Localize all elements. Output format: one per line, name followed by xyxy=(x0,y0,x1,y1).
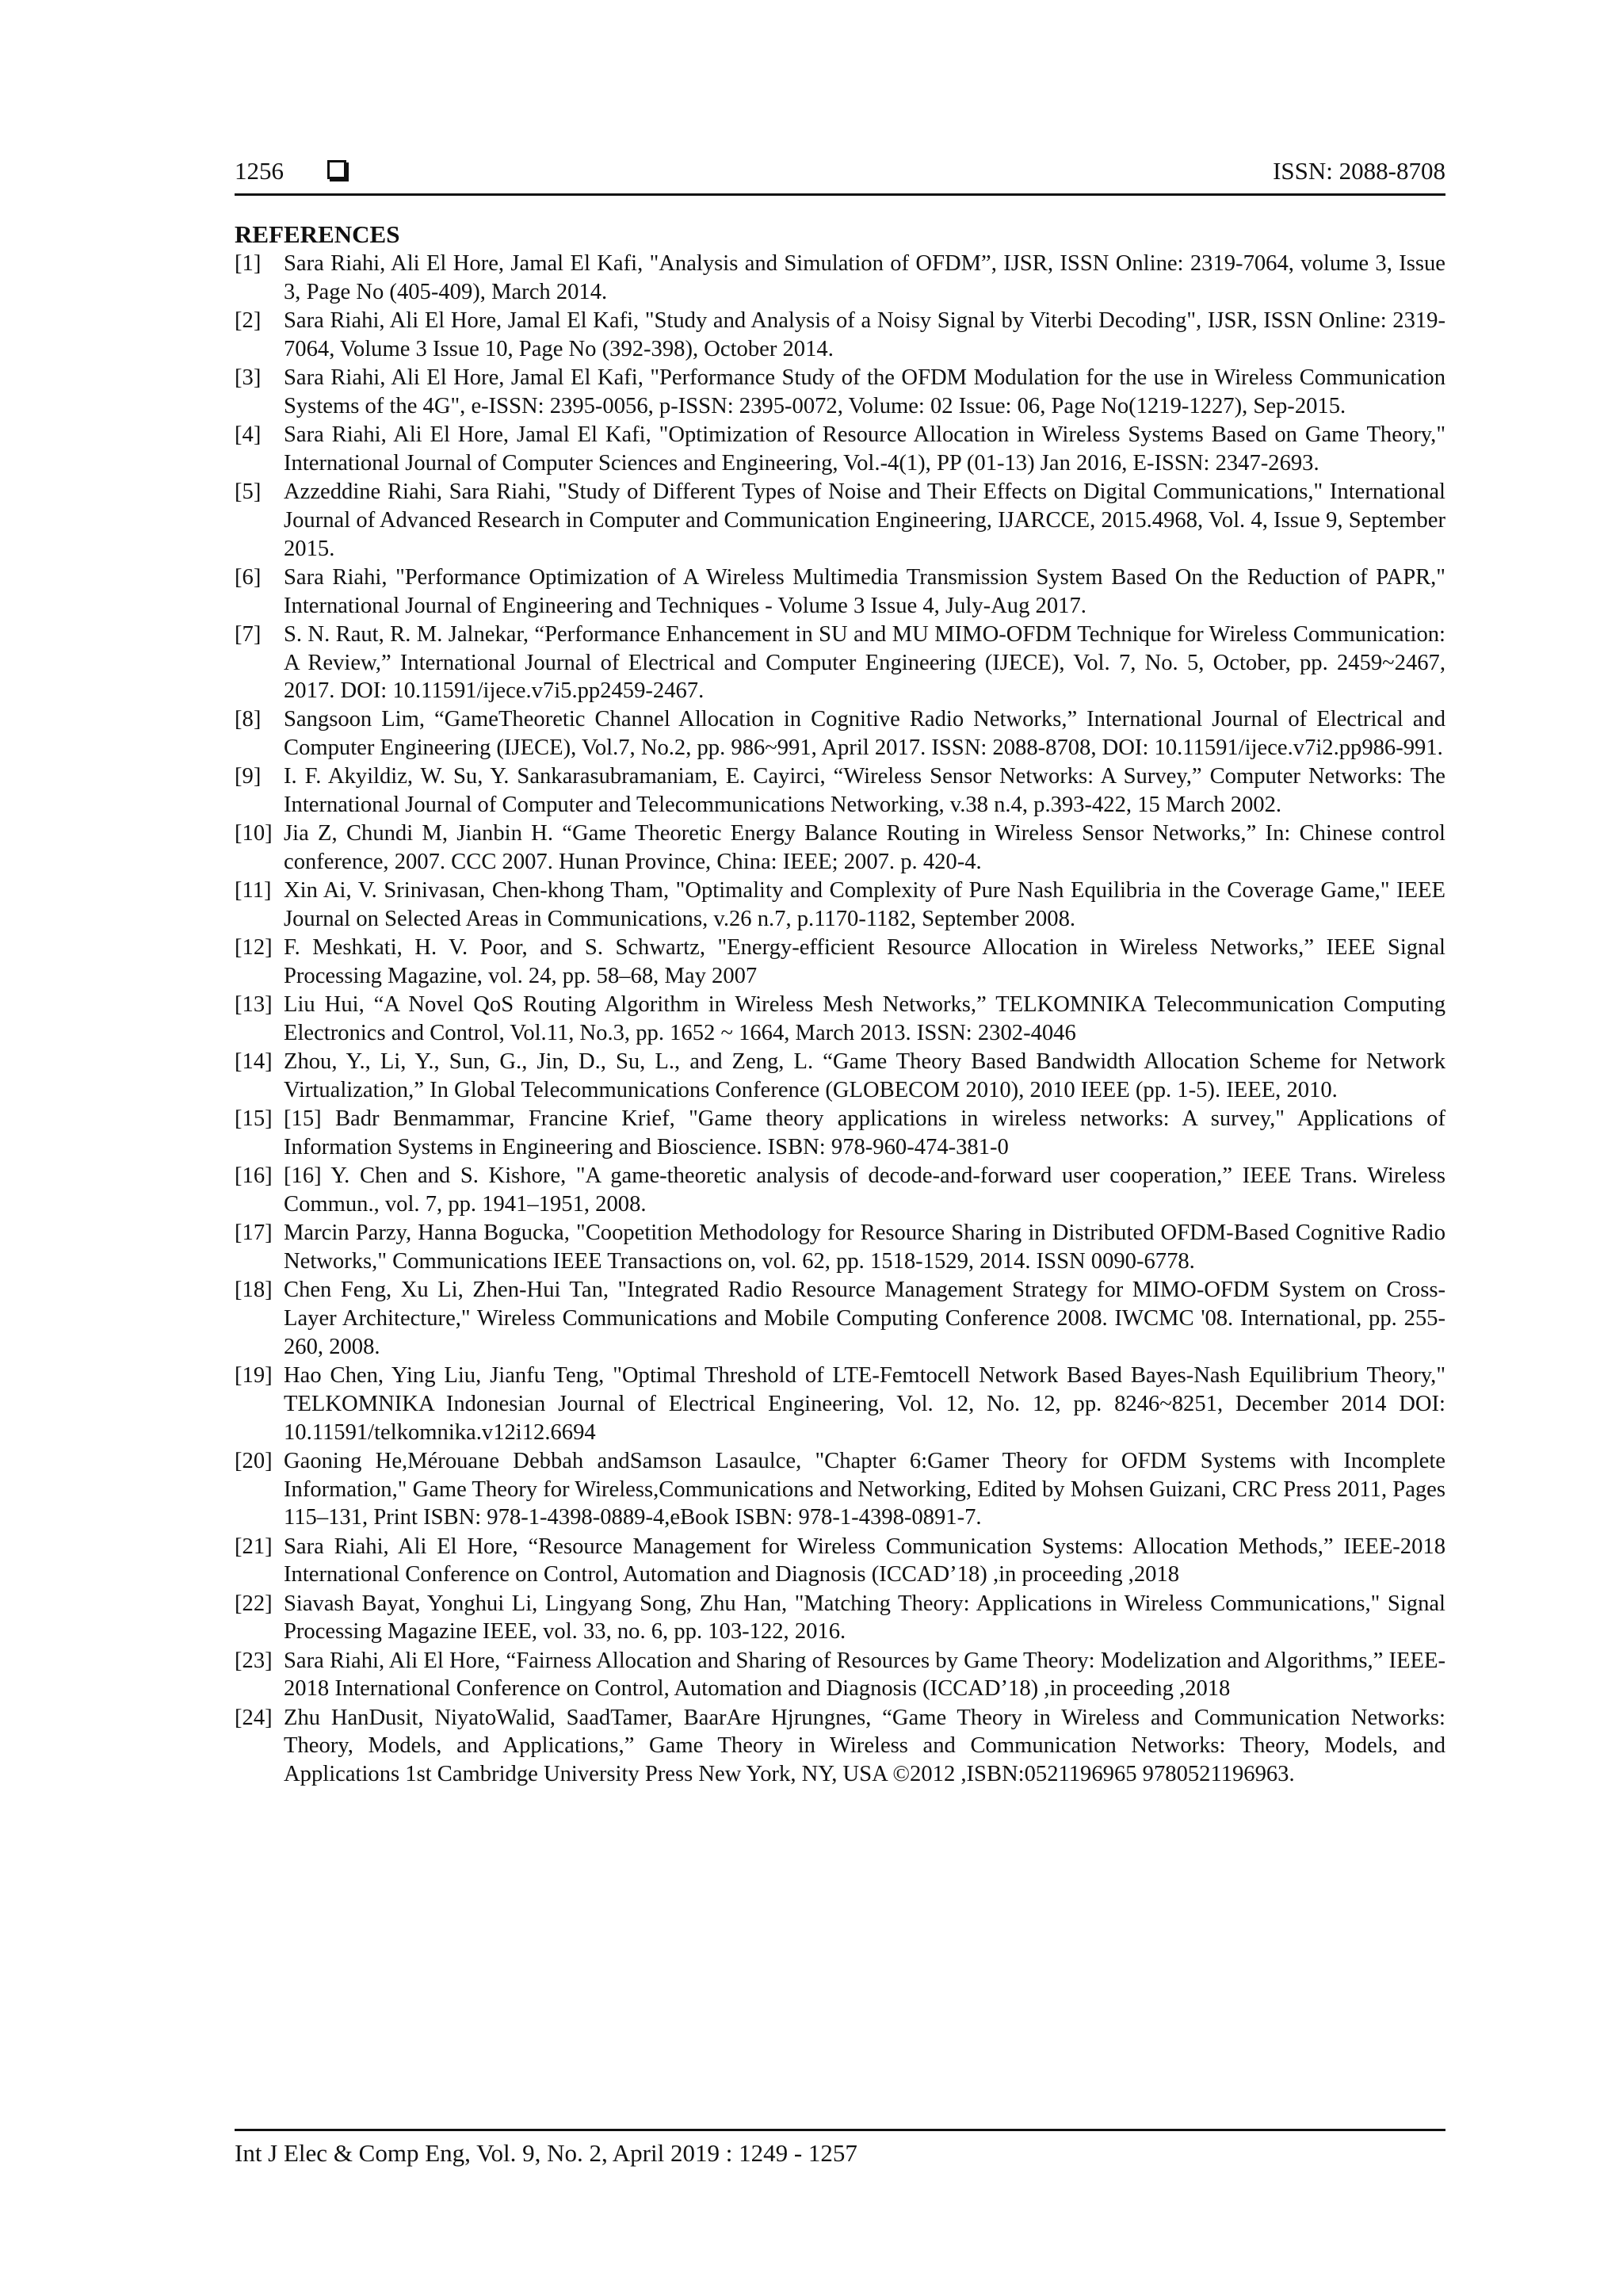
reference-text: Jia Z, Chundi M, Jianbin H. “Game Theoretic Energy Balance Routing in Wireless Sensor Networks,” In: Chinese control conference, 2007. CCC 2007. Hunan Province, China: IEEE; 2007. p. 420-4. xyxy=(284,821,1445,875)
reference-item xyxy=(235,877,1445,934)
reference-item xyxy=(235,563,1445,621)
reference-number: [13] xyxy=(235,992,273,1018)
reference-item xyxy=(235,1362,1445,1446)
reference-text: I. F. Akyildiz, W. Su, Y. Sankarasubramaniam, E. Cayirci, “Wireless Sensor Networks: A Survey,” Computer Networks: The International Journal of Computer and Telecommunications Networking, v.38 n.4, p.393-422, 15 March 2002. xyxy=(284,764,1445,818)
reference-item xyxy=(235,1048,1445,1105)
reference-number: [5] xyxy=(235,479,262,504)
reference-number: [1] xyxy=(235,251,262,276)
reference-number: [16] xyxy=(235,1163,273,1189)
page-header xyxy=(235,152,1445,196)
reference-text: Gaoning He,Mérouane Debbah andSamson Lasaulce, "Chapter 6:Gamer Theory for OFDM Systems with Incomplete Information," Game Theory for Wireless,Communications and Networking, Edited by Mohsen Guizani, CRC Press 2011, Pages 115–131, Print ISBN: 978-1-4398-0889-4,eBook ISBN: 978-1-4398-0891-7. xyxy=(284,1448,1445,1530)
reference-list xyxy=(235,250,1445,1789)
reference-item xyxy=(235,762,1445,819)
reference-text: Sara Riahi, Ali El Hore, “Fairness Allocation and Sharing of Resources by Game Theory: Modelization and Algorithms,” IEEE-2018 International Conference on Control, Automation and Diagnosis (ICCAD’18) ,in proceeding ,2018 xyxy=(284,1648,1445,1702)
reference-text: Azzeddine Riahi, Sara Riahi, "Study of Different Types of Noise and Their Effects on Digital Communications," International Journal of Advanced Research in Computer and Communication Engineering, IJARCCE, 2015.4968, Vol. 4, Issue 9, September 2015. xyxy=(284,479,1445,561)
reference-text: S. N. Raut, R. M. Jalnekar, “Performance Enhancement in SU and MU MIMO-OFDM Technique for Wireless Communication: A Review,” International Journal of Electrical and Computer Engineering (IJECE), Vol. 7, No. 5, October, pp. 2459~2467, 2017. DOI: 10.11591/ijece.v7i5.pp2459-2467. xyxy=(284,621,1445,704)
reference-item xyxy=(235,1647,1445,1704)
reference-item xyxy=(235,1276,1445,1361)
reference-number: [6] xyxy=(235,564,262,590)
reference-text: Chen Feng, Xu Li, Zhen-Hui Tan, "Integrated Radio Resource Management Strategy for MIMO-OFDM System on Cross-Layer Architecture," Wireless Communications and Mobile Computing Conference 2008. IWCMC '08. International, pp. 255-260, 2008. xyxy=(284,1278,1445,1359)
references-heading: REFERENCES xyxy=(235,220,400,248)
reference-text: Hao Chen, Ying Liu, Jianfu Teng, "Optimal Threshold of LTE-Femtocell Network Based Bayes-Nash Equilibrium Theory," TELKOMNIKA Indonesian Journal of Electrical Engineering, Vol. 12, No. 12, pp. 8246~8251, December 2014 DOI: 10.11591/telkomnika.v12i12.6694 xyxy=(284,1363,1445,1445)
reference-item xyxy=(235,991,1445,1048)
reference-text: Sara Riahi, "Performance Optimization of A Wireless Multimedia Transmission System Based On the Reduction of PAPR," International Journal of Engineering and Techniques - Volume 3 Issue 4, July-Aug 2017. xyxy=(284,564,1445,618)
reference-item xyxy=(235,1162,1445,1219)
reference-number: [4] xyxy=(235,422,262,447)
reference-number: [21] xyxy=(235,1534,273,1559)
reference-item xyxy=(235,1590,1445,1647)
reference-number: [12] xyxy=(235,935,273,961)
reference-number: [18] xyxy=(235,1278,273,1303)
reference-text: Siavash Bayat, Yonghui Li, Lingyang Song, Zhu Han, "Matching Theory: Applications in Wireless Communications," Signal Processing Magazine IEEE, vol. 33, no. 6, pp. 103-122, 2016. xyxy=(284,1591,1445,1645)
reference-item xyxy=(235,1219,1445,1276)
reference-number: [23] xyxy=(235,1648,273,1673)
reference-number: [20] xyxy=(235,1448,273,1473)
reference-text: Sara Riahi, Ali El Hore, Jamal El Kafi, "Optimization of Resource Allocation in Wireless Systems Based on Game Theory," International Journal of Computer Sciences and Engineering, Vol.-4(1), PP (01-13) Jan 2016, E-ISSN: 2347-2693. xyxy=(284,422,1445,476)
reference-item xyxy=(235,421,1445,478)
reference-text: Liu Hui, “A Novel QoS Routing Algorithm in Wireless Mesh Networks,” TELKOMNIKA Telecommunication Computing Electronics and Control, Vol.11, No.3, pp. 1652 ~ 1664, March 2013. ISSN: 2302-4046 xyxy=(284,992,1445,1046)
reference-item xyxy=(235,250,1445,307)
reference-text: Sangsoon Lim, “GameTheoretic Channel Allocation in Cognitive Radio Networks,” International Journal of Electrical and Computer Engineering (IJECE), Vol.7, No.2, pp. 986~991, April 2017. ISSN: 2088-8708, DOI: 10.11591/ijece.v7i2.pp986-991. xyxy=(284,707,1445,761)
reference-text: [16] Y. Chen and S. Kishore, "A game-theoretic analysis of decode-and-forward user cooperation,” IEEE Trans. Wireless Commun., vol. 7, pp. 1941–1951, 2008. xyxy=(284,1163,1445,1217)
reference-text: [15] Badr Benmammar, Francine Krief, "Game theory applications in wireless networks: A survey," Applications of Information Systems in Engineering and Bioscience. ISBN: 978-960-474-381-0 xyxy=(284,1106,1445,1160)
reference-number: [8] xyxy=(235,707,262,732)
reference-text: Sara Riahi, Ali El Hore, Jamal El Kafi, "Study and Analysis of a Noisy Signal by Viterbi Decoding", IJSR, ISSN Online: 2319-7064, Volume 3 Issue 10, Page No (392-398), October 2014. xyxy=(284,308,1445,361)
reference-item xyxy=(235,478,1445,563)
reference-item xyxy=(235,621,1445,705)
reference-number: [10] xyxy=(235,821,273,846)
reference-number: [14] xyxy=(235,1049,273,1075)
reference-number: [24] xyxy=(235,1705,273,1730)
page-footer xyxy=(235,2129,1445,2167)
reference-number: [2] xyxy=(235,308,262,333)
reference-text: Sara Riahi, Ali El Hore, Jamal El Kafi, "Performance Study of the OFDM Modulation for the use in Wireless Communication Systems of the 4G", e-ISSN: 2395-0056, p-ISSN: 2395-0072, Volume: 02 Issue: 06, Page No(1219-1227), Sep-2015. xyxy=(284,365,1445,418)
reference-number: [17] xyxy=(235,1221,273,1246)
square-bullet-icon xyxy=(327,160,346,179)
reference-item xyxy=(235,1447,1445,1532)
page-number: 1256 xyxy=(235,157,284,185)
reference-number: [22] xyxy=(235,1591,273,1616)
reference-text: F. Meshkati, H. V. Poor, and S. Schwartz, "Energy-efficient Resource Allocation in Wireless Networks,” IEEE Signal Processing Magazine, vol. 24, pp. 58–68, May 2007 xyxy=(284,935,1445,989)
reference-item xyxy=(235,1533,1445,1590)
reference-text: Zhou, Y., Li, Y., Sun, G., Jin, D., Su, L., and Zeng, L. “Game Theory Based Bandwidth Allocation Scheme for Network Virtualization,” In Global Telecommunications Conference (GLOBECOM 2010), 2010 IEEE (pp. 1-5). IEEE, 2010. xyxy=(284,1049,1445,1103)
reference-item xyxy=(235,1704,1445,1789)
reference-item xyxy=(235,934,1445,991)
reference-number: [11] xyxy=(235,878,272,904)
reference-number: [7] xyxy=(235,621,262,647)
reference-text: Zhu HanDusit, NiyatoWalid, SaadTamer, BaarAre Hjrungnes, “Game Theory in Wireless and Communication Networks: Theory, Models, and Applications,” Game Theory in Wireless and Communication Networks: Theory, Models, and Applications 1st Cambridge University Press New York, NY, USA ©2012 ,ISBN:0521196965 9780521196963. xyxy=(284,1705,1445,1787)
reference-number: [3] xyxy=(235,365,262,390)
reference-number: [9] xyxy=(235,764,262,789)
reference-text: Sara Riahi, Ali El Hore, Jamal El Kafi, "Analysis and Simulation of OFDM”, IJSR, ISSN Online: 2319-7064, volume 3, Issue 3, Page No (405-409), March 2014. xyxy=(284,251,1445,304)
reference-item xyxy=(235,1105,1445,1162)
reference-item xyxy=(235,307,1445,364)
reference-item xyxy=(235,705,1445,762)
reference-number: [19] xyxy=(235,1363,273,1389)
reference-text: Marcin Parzy, Hanna Bogucka, "Coopetition Methodology for Resource Sharing in Distributed OFDM-Based Cognitive Radio Networks," Communications IEEE Transactions on, vol. 62, pp. 1518-1529, 2014. ISSN 0090-6778. xyxy=(284,1221,1445,1274)
journal-issn: ISSN: 2088-8708 xyxy=(1273,157,1445,185)
reference-text: Sara Riahi, Ali El Hore, “Resource Management for Wireless Communication Systems: Allocation Methods,” IEEE-2018 International Conference on Control, Automation and Diagnosis (ICCAD’18) ,in proceeding ,2018 xyxy=(284,1534,1445,1587)
reference-item xyxy=(235,364,1445,421)
reference-text: Xin Ai, V. Srinivasan, Chen-khong Tham, "Optimality and Complexity of Pure Nash Equilibria in the Coverage Game," IEEE Journal on Selected Areas in Communications, v.26 n.7, p.1170-1182, September 2008. xyxy=(284,878,1445,932)
journal-citation: Int J Elec & Comp Eng, Vol. 9, No. 2, April 2019 : 1249 - 1257 xyxy=(235,2139,857,2167)
reference-number: [15] xyxy=(235,1106,273,1132)
reference-item xyxy=(235,819,1445,877)
